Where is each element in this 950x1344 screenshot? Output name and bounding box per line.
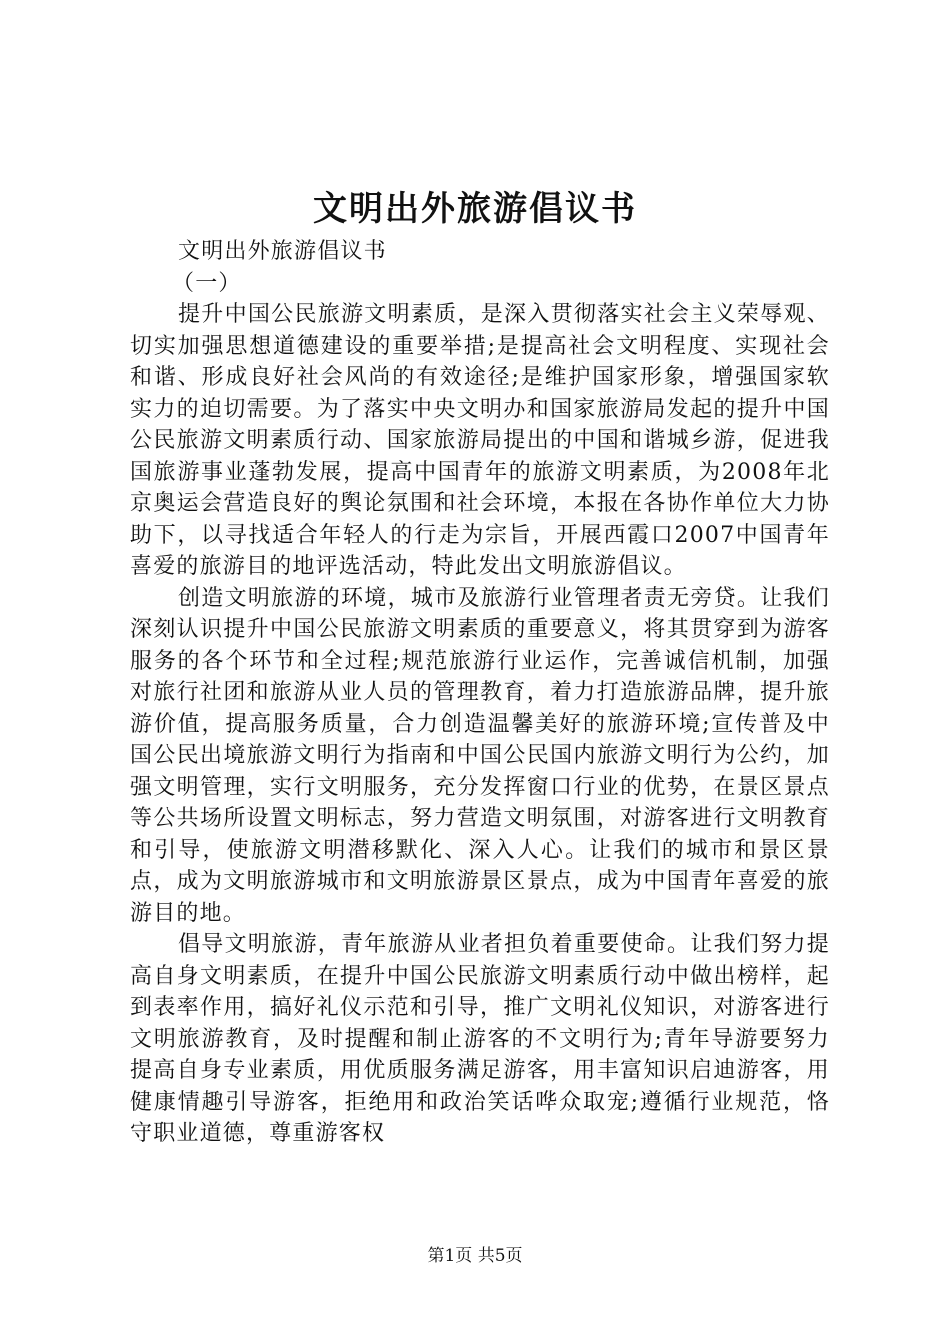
- document-body: [130, 236, 830, 1150]
- paragraph-3: 倡导文明旅游，青年旅游从业者担负着重要使命。让我们努力提高自身文明素质，在提升中国公民旅游文明素质行动中做出榜样，起到表率作用，搞好礼仪示范和引导，推广文明礼仪知识，对游客进行文明旅游教育，及时提醒和制止游客的不文明行为;青年导游要努力提高自身专业素质，用优质服务满足游客，用丰富知识启迪游客，用健康情趣引导游客，拒绝用和政治笑话哗众取宠;遵循行业规范，恪守职业道德，尊重游客权: [130, 932, 830, 1146]
- page-footer: 第1页 共5页: [427, 1246, 523, 1266]
- subtitle: 文明出外旅游倡议书: [178, 239, 387, 264]
- paragraph-2: 创造文明旅游的环境，城市及旅游行业管理者责无旁贷。让我们深刻认识提升中国公民旅游文明素质的重要意义，将其贯穿到为游客服务的各个环节和全过程;规范旅游行业运作，完善诚信机制，加强对旅行社团和旅游从业人员的管理教育，着力打造旅游品牌，提升旅游价值，提高服务质量，合力创造温馨美好的旅游环境;宣传普及中国公民出境旅游文明行为指南和中国公民国内旅游文明行为公约，加强文明管理，实行文明服务，充分发挥窗口行业的优势，在景区景点等公共场所设置文明标志，努力营造文明氛围，对游客进行文明教育和引导，使旅游文明潜移默化、深入人心。让我们的城市和景区景点，成为文明旅游城市和文明旅游景区景点，成为中国青年喜爱的旅游目的地。: [130, 585, 830, 926]
- section-marker: （一）: [172, 270, 242, 296]
- document-title: 文明出外旅游倡议书: [313, 189, 637, 229]
- paragraph-1: 提升中国公民旅游文明素质，是深入贯彻落实社会主义荣辱观、切实加强思想道德建设的重要举措;是提高社会文明程度、实现社会和谐、形成良好社会风尚的有效途径;是维护国家形象，增强国家软实力的迫切需要。为了落实中央文明办和国家旅游局发起的提升中国公民旅游文明素质行动、国家旅游局提出的中国和谐城乡游，促进我国旅游事业蓬勃发展，提高中国青年的旅游文明素质，为2008年北京奥运会营造良好的舆论氛围和社会环境，本报在各协作单位大力协助下，以寻找适合年轻人的行走为宗旨，开展西霞口2007中国青年喜爱的旅游目的地评选活动，特此发出文明旅游倡议。: [130, 302, 830, 579]
